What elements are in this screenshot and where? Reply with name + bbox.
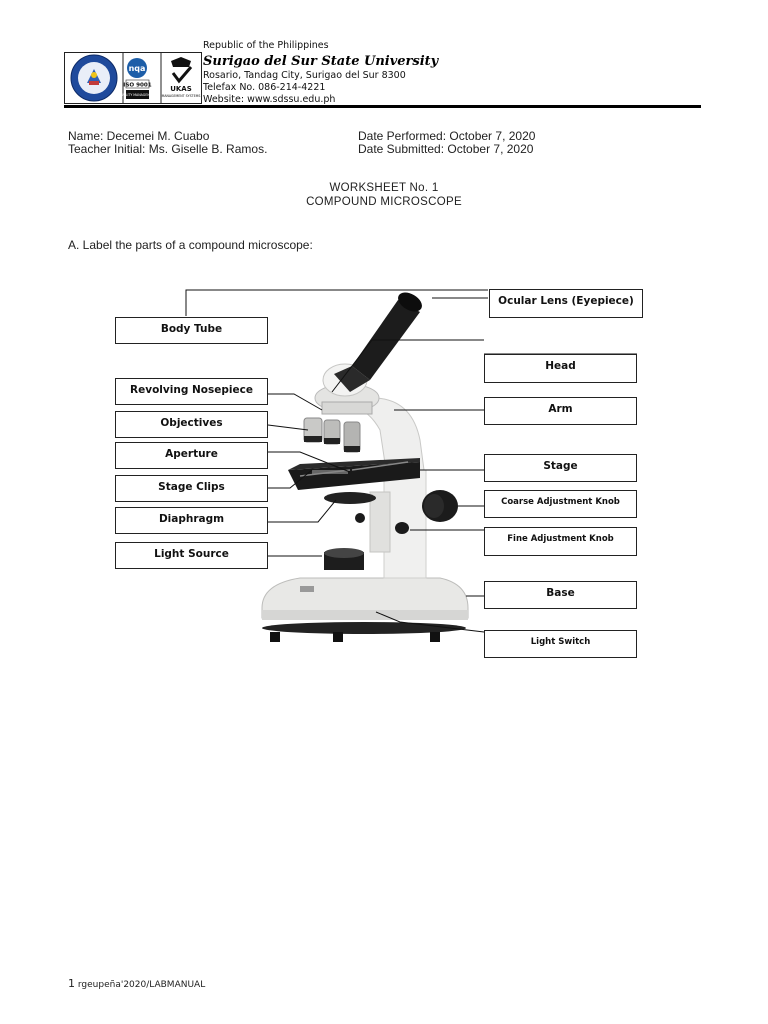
date-performed: Date Performed: October 7, 2020 [358,129,536,143]
header-republic: Republic of the Philippines [203,40,329,51]
label-diaphragm: Diaphragm [115,507,268,534]
label-stage: Stage [484,454,637,482]
label-fine-adjustment-knob: Fine Adjustment Knob [484,527,637,556]
header-website: Website: www.sdssu.edu.ph [203,94,336,105]
label-stage-clips: Stage Clips [115,475,268,502]
label-arm: Arm [484,397,637,425]
header-address: Rosario, Tandag City, Surigao del Sur 8300 [203,70,406,81]
label-revolving-nosepiece: Revolving Nosepiece [115,378,268,405]
footer-text: rgeupeña'2020/LABMANUAL [77,980,206,990]
label-coarse-adjustment-knob: Coarse Adjustment Knob [484,490,637,518]
worksheet-subtitle: COMPOUND MICROSCOPE [306,196,462,208]
microscope-base-illustration [262,548,468,642]
date-submitted: Date Submitted: October 7, 2020 [358,142,534,156]
svg-text:nqa: nqa [128,64,146,73]
label-base: Base [484,581,637,609]
worksheet-instruction: A. Label the parts of a compound microscope: [68,238,313,252]
university-name: Surigao del Sur State University [203,54,439,69]
label-light-switch: Light Switch [484,630,637,658]
svg-text:MANAGEMENT SYSTEMS: MANAGEMENT SYSTEMS [161,94,201,98]
page-number: 1 [68,977,75,990]
label-objectives: Objectives [115,411,268,438]
teacher-initial: Teacher Initial: Ms. Giselle B. Ramos. [68,142,268,156]
svg-text:ISO 9001: ISO 9001 [123,82,152,89]
header-telefax: Telefax No. 086-214-4221 [203,82,326,93]
label-body-tube: Body Tube [115,317,268,344]
worksheet-title: WORKSHEET No. 1 [329,182,439,194]
footer [68,977,205,990]
student-name: Name: Decemei M. Cuabo [68,129,210,143]
label-head: Head [484,354,637,383]
label-light-source: Light Source [115,542,268,569]
microscope-arm-illustration [355,398,458,578]
label-aperture: Aperture [115,442,268,469]
svg-text:UKAS: UKAS [170,85,192,93]
svg-text:QUALITY MANAGEMENT: QUALITY MANAGEMENT [118,93,157,97]
label-ocular-lens: Ocular Lens (Eyepiece) [489,289,643,318]
